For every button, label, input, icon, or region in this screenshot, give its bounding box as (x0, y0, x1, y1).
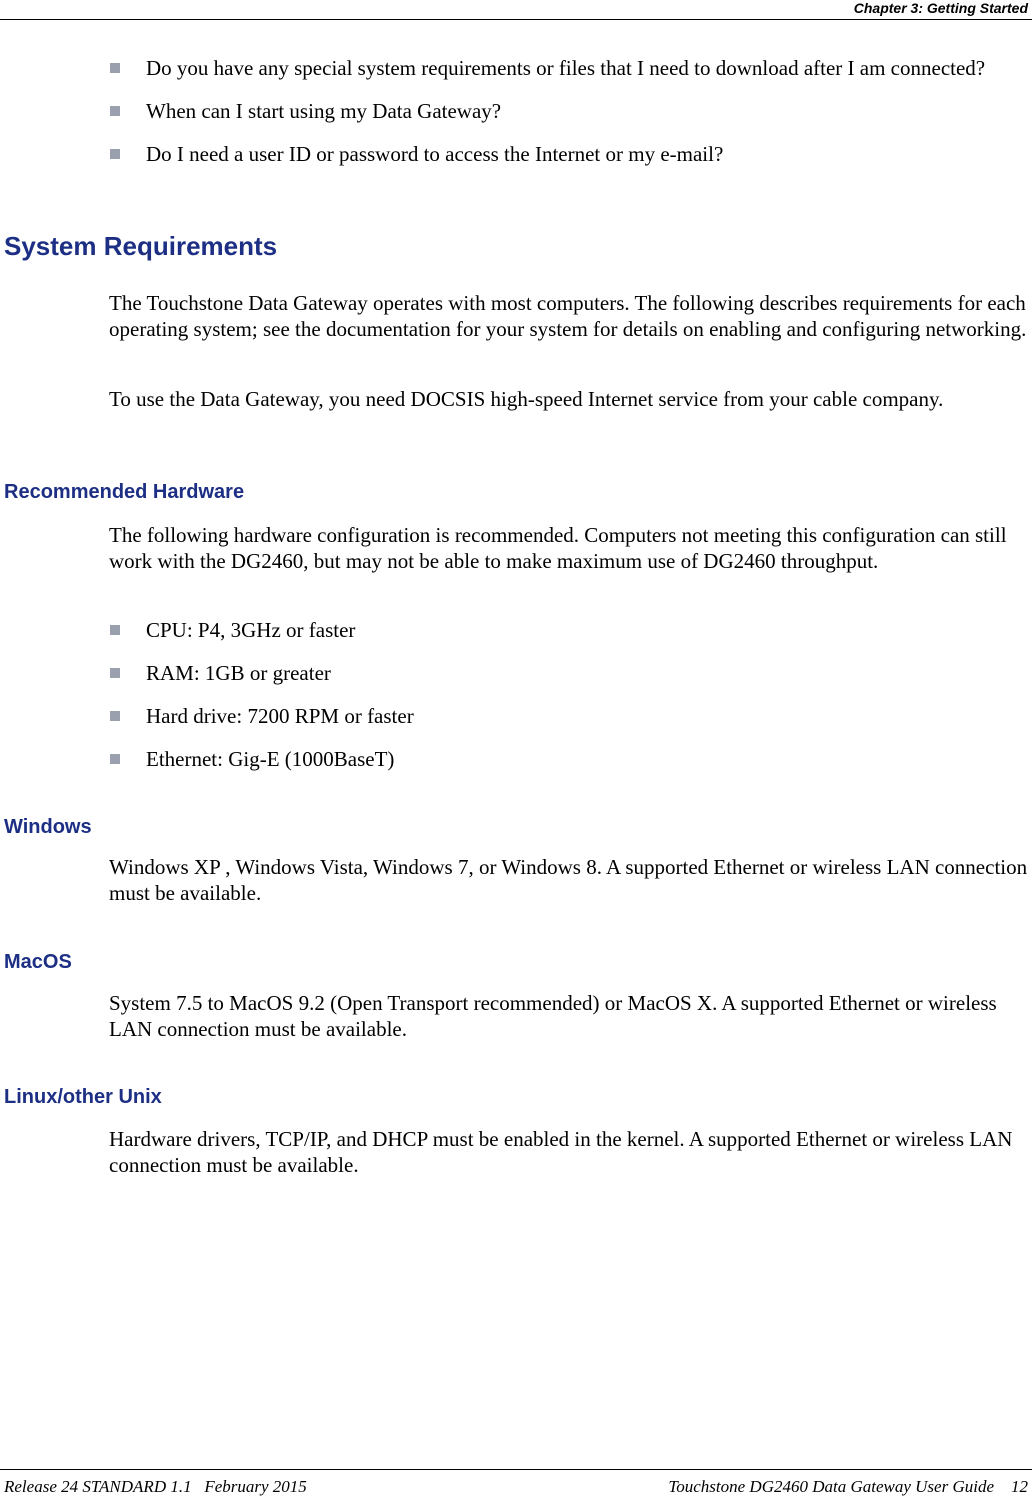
windows-paragraph: Windows XP , Windows Vista, Windows 7, or Windows 8. A supported Ethernet or wireless LAN connection must be available. (109, 855, 1028, 905)
system-requirements-paragraph-2: To use the Data Gateway, you need DOCSIS high-speed Internet service from your cable company. (109, 387, 944, 411)
bullet-square-icon (110, 625, 120, 635)
bullet-square-icon (110, 754, 120, 764)
footer-release: Release 24 STANDARD 1.1 February 2015 (4, 1477, 307, 1496)
bullet-square-icon (110, 711, 120, 721)
list-item: When can I start using my Data Gateway? (0, 98, 1000, 124)
bullet-square-icon (110, 106, 120, 116)
recommended-hardware-paragraph: The following hardware configuration is recommended. Computers not meeting this configuration can still work with the DG2460, but may not be able to make maximum use of DG2460 throughput. (109, 523, 1007, 573)
linux-paragraph: Hardware drivers, TCP/IP, and DHCP must be enabled in the kernel. A supported Ethernet or wireless LAN connection must be available. (109, 1127, 1013, 1177)
system-requirements-paragraph-1: The Touchstone Data Gateway operates with most computers. The following describes requirements for each operating system; see the documentation for your system for details on enabling and configuring networking. (109, 291, 1027, 341)
footer-guide-title: Touchstone DG2460 Data Gateway User Guide 12 (668, 1477, 1028, 1496)
list-item: RAM: 1GB or greater (0, 660, 1032, 686)
footer-rule (0, 1469, 1032, 1470)
windows-heading: Windows (4, 816, 92, 838)
recommended-hardware-heading: Recommended Hardware (4, 481, 245, 503)
header-rule (0, 19, 1032, 20)
list-item: Hard drive: 7200 RPM or faster (0, 703, 1032, 729)
linux-heading: Linux/other Unix (4, 1086, 162, 1108)
list-item: CPU: P4, 3GHz or faster (0, 617, 1032, 643)
bullet-square-icon (110, 668, 120, 678)
list-item: Do I need a user ID or password to access the Internet or my e-mail? (0, 141, 1000, 167)
system-requirements-heading: System Requirements (4, 231, 278, 261)
bullet-square-icon (110, 63, 120, 73)
hardware-bullet-list (0, 617, 1032, 772)
list-item: Ethernet: Gig-E (1000BaseT) (0, 746, 1032, 772)
macos-paragraph: System 7.5 to MacOS 9.2 (Open Transport recommended) or MacOS X. A supported Ethernet or wireless LAN connection must be available. (109, 991, 997, 1041)
chapter-header: Chapter 3: Getting Started (853, 0, 1028, 16)
bullet-square-icon (110, 149, 120, 159)
intro-bullet-list (0, 55, 1000, 167)
macos-heading: MacOS (4, 951, 72, 973)
list-item: Do you have any special system requirements or files that I need to download after I am connected? (0, 55, 1000, 81)
